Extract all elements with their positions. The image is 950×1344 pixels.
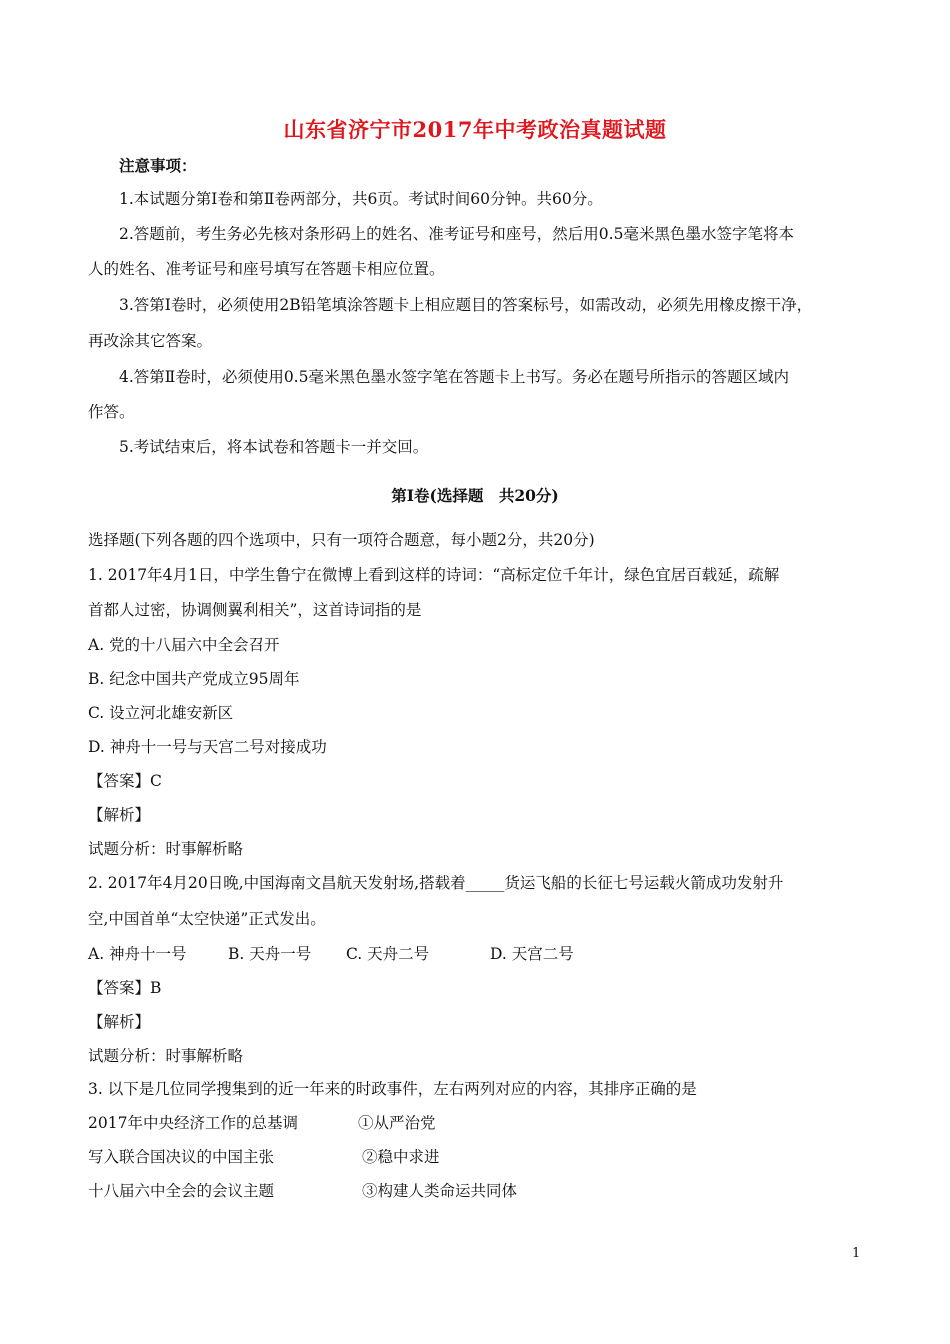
analysis-text: 试题分析：时事解析略 — [88, 1047, 244, 1065]
question-stem: 3. 以下是几位同学搜集到的近一年来的时政事件，左右两列对应的内容，其排序正确的是 — [88, 1080, 697, 1098]
notice-item: 3.答第Ⅰ卷时，必须使用2B铅笔填涂答题卡上相应题目的答案标号，如需改动，必须先用橡皮擦干净， — [119, 296, 813, 314]
notice-item: 再改涂其它答案。 — [88, 332, 213, 350]
match-left-item: 写入联合国决议的中国主张 — [88, 1148, 275, 1166]
analysis-label: 【解析】 — [88, 1013, 151, 1031]
question-stem: 2. 2017年4月20日晚,中国海南文昌航天发射场,搭载着_____货运飞船的长征七号运载火箭成功发射升 — [88, 874, 784, 892]
option-a: A. 党的十八届六中全会召开 — [88, 636, 280, 654]
answer: 【答案】B — [88, 979, 162, 997]
option-d: D. 天宫二号 — [490, 945, 574, 963]
notice-item: 人的姓名、准考证号和座号填写在答题卡相应位置。 — [88, 260, 445, 278]
option-a: A. 神舟十一号 — [88, 945, 187, 963]
notice-heading: 注意事项： — [119, 156, 197, 175]
option-c: C. 设立河北雄安新区 — [88, 704, 234, 722]
match-left-item: 2017年中央经济工作的总基调 — [88, 1114, 298, 1132]
section-heading: 第Ⅰ卷(选择题 共20分) — [391, 486, 559, 505]
option-c: C. 天舟二号 — [346, 945, 430, 963]
notice-item: 作答。 — [88, 403, 135, 421]
option-b: B. 天舟一号 — [228, 945, 312, 963]
match-right-item: ③构建人类命运共同体 — [362, 1182, 518, 1200]
match-right-item: ①从严治党 — [358, 1114, 436, 1132]
option-b: B. 纪念中国共产党成立95周年 — [88, 670, 300, 688]
analysis-label: 【解析】 — [88, 806, 151, 824]
question-stem: 1. 2017年4月1日，中学生鲁宁在微博上看到这样的诗词：“高标定位千年计，绿色宜居百载延，疏解 — [88, 566, 780, 584]
section-instruction: 选择题(下列各题的四个选项中，只有一项符合题意，每小题2分，共20分) — [88, 531, 595, 549]
question-stem: 首都人过密，协调侧翼利相关”，这首诗词指的是 — [88, 601, 422, 619]
question-stem: 空,中国首单“太空快递”正式发出。 — [88, 910, 326, 928]
page-number: 1 — [852, 1246, 861, 1261]
notice-item: 2.答题前，考生务必先核对条形码上的姓名、准考证号和座号，然后用0.5毫米黑色墨水签字笔将本 — [119, 225, 794, 243]
document-title: 山东省济宁市2017年中考政治真题试题 — [283, 117, 667, 142]
notice-item: 5.考试结束后，将本试卷和答题卡一并交回。 — [119, 438, 429, 456]
option-d: D. 神舟十一号与天宫二号对接成功 — [88, 738, 327, 756]
answer: 【答案】C — [88, 772, 162, 790]
match-left-item: 十八届六中全会的会议主题 — [88, 1182, 275, 1200]
notice-item: 1.本试题分第Ⅰ卷和第Ⅱ卷两部分，共6页。考试时间60分钟。共60分。 — [119, 190, 603, 208]
analysis-text: 试题分析：时事解析略 — [88, 840, 244, 858]
match-right-item: ②稳中求进 — [362, 1148, 440, 1166]
notice-item: 4.答第Ⅱ卷时，必须使用0.5毫米黑色墨水签字笔在答题卡上书写。务必在题号所指示的答题区域内 — [119, 368, 789, 386]
